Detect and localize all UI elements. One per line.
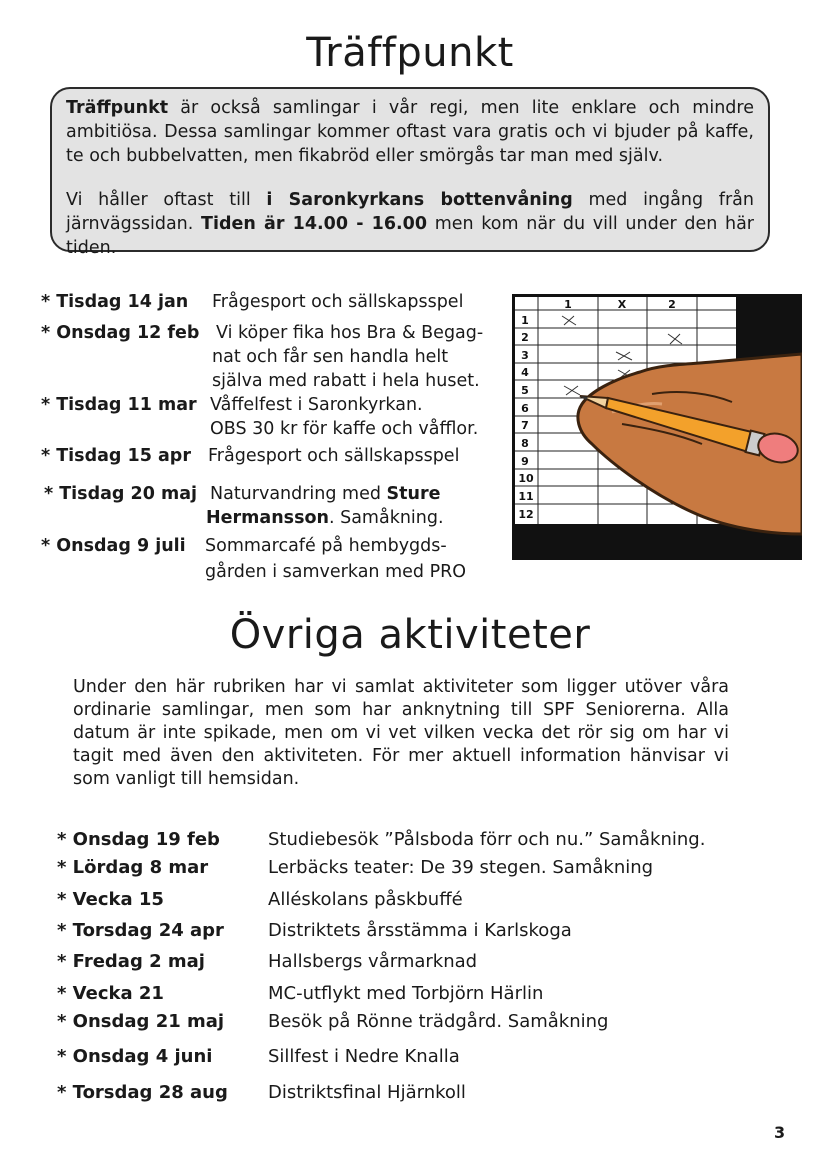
event-date: * Onsdag 12 feb (41, 323, 200, 343)
traffpunkt-title: Träffpunkt (306, 30, 514, 76)
activity-date: * Vecka 21 (57, 983, 164, 1004)
activity-text: Besök på Rönne trädgård. Samåkning (268, 1011, 609, 1032)
grid-row-number: 2 (521, 331, 529, 344)
event-text: själva med rabatt i hela huset. (212, 371, 480, 391)
event-person: Hermansson (206, 508, 329, 528)
activity-date: * Fredag 2 maj (57, 951, 205, 972)
event-date: * Tisdag 20 maj (44, 484, 198, 504)
activity-date: * Vecka 15 (57, 889, 164, 910)
event-text-part: Naturvandring med (210, 484, 387, 504)
activity-date: * Torsdag 28 aug (57, 1082, 228, 1103)
grid-row-number: 4 (521, 366, 529, 379)
event-text: Frågesport och sällskapsspel (212, 292, 464, 312)
info-paragraph-1 (66, 96, 754, 168)
grid-row-number: 7 (521, 419, 529, 432)
event-date: * Tisdag 15 apr (41, 446, 191, 466)
event-text: Sommarcafé på hembygds- (205, 536, 447, 556)
info-text: med ingång från järnvägssidan. (66, 190, 754, 234)
grid-row-number: 1 (521, 314, 529, 327)
info-time: Tiden är 14.00 - 16.00 (201, 214, 428, 234)
activity-date: * Onsdag 4 juni (57, 1046, 213, 1067)
ovriga-intro: Under den här rubriken har vi samlat aktiviteter som ligger utöver våra ordinarie samlingar, men som har anknytning till SPF Seniorerna. Alla datum är inte spikade, men om vi vet vilken vecka det rör sig om har vi tagit med även den aktiviteten. För mer aktuell information hänvisar vi som vanligt till hemsidan. (73, 677, 729, 789)
event-date: * Tisdag 14 jan (41, 292, 189, 312)
activity-text: Lerbäcks teater: De 39 stegen. Samåkning (268, 857, 654, 878)
info-location: i Saronkyrkans bottenvåning (266, 190, 573, 210)
grid-row-number: 12 (518, 508, 534, 521)
event-text: gården i samverkan med PRO (205, 562, 467, 582)
lottery-coupon-illustration (512, 294, 802, 560)
activity-date: * Lördag 8 mar (57, 857, 209, 878)
grid-row-number: 6 (521, 402, 529, 415)
info-text: men kom när du vill under den här tiden. (66, 214, 754, 258)
ovriga-title: Övriga aktiviteter (229, 612, 591, 658)
info-box (50, 87, 770, 258)
info-paragraph-2 (66, 188, 754, 260)
grid-header: X (617, 298, 627, 311)
info-text: Vi håller oftast till (66, 190, 267, 210)
grid-row-number: 10 (518, 472, 534, 485)
event-person: Sture (386, 484, 441, 504)
activity-date: * Onsdag 19 feb (57, 829, 220, 850)
grid-header: 2 (668, 298, 676, 311)
event-text-part: . Samåkning. (328, 508, 444, 528)
event-text: Frågesport och sällskapsspel (208, 446, 460, 466)
grid-row-number: 3 (521, 349, 529, 362)
grid-row-number: 11 (518, 490, 534, 503)
activity-text: Distriktsfinal Hjärnkoll (268, 1082, 466, 1103)
info-text: är också samlingar i vår regi, men lite enklare och mindre ambitiösa. Dessa samlingar kommer oftast vara gratis och vi bjuder på kaffe, te och bubbelvatten, men fikabröd eller smörgås tar man med själv. (66, 98, 754, 166)
page-number: 3 (774, 1123, 786, 1142)
activity-text: Sillfest i Nedre Knalla (268, 1046, 460, 1067)
event-text (210, 482, 440, 506)
event-text: nat och får sen handla helt (212, 347, 449, 367)
event-text (206, 506, 444, 530)
activity-text: Distriktets årsstämma i Karlskoga (268, 920, 572, 941)
activity-text: MC-utflykt med Torbjörn Härlin (268, 983, 544, 1004)
grid-row-number: 8 (521, 437, 529, 450)
info-bold-term: Träffpunkt (66, 98, 169, 118)
activity-text: Hallsbergs vårmarknad (268, 951, 478, 972)
activity-date: * Torsdag 24 apr (57, 920, 224, 941)
grid-header: 1 (564, 298, 572, 311)
grid-row-number: 5 (521, 384, 529, 397)
activity-date: * Onsdag 21 maj (57, 1011, 225, 1032)
activity-text: Studiebesök ”Pålsboda förr och nu.” Samåkning. (268, 829, 706, 850)
activity-text: Alléskolans påskbuffé (268, 889, 463, 910)
event-date: * Onsdag 9 juli (41, 536, 186, 556)
event-text: Vi köper fika hos Bra & Begag- (216, 323, 484, 343)
grid-row-number: 9 (521, 455, 529, 468)
event-text: OBS 30 kr för kaffe och våfflor. (210, 419, 479, 439)
event-text: Våffelfest i Saronkyrkan. (210, 395, 423, 415)
event-date: * Tisdag 11 mar (41, 395, 197, 415)
